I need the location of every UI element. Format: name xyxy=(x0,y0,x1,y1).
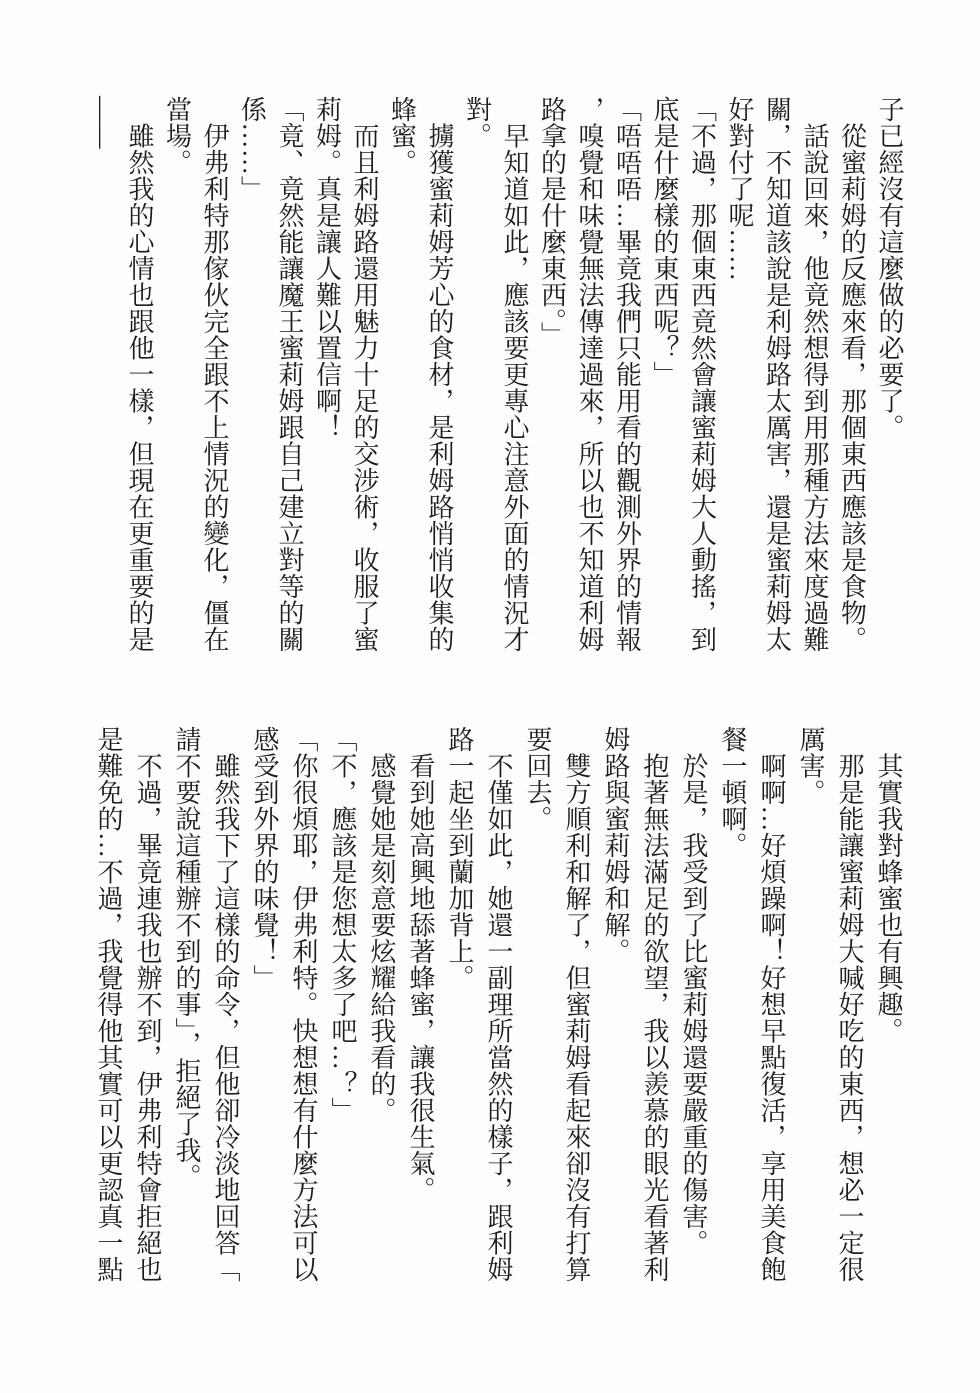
text-line: 其實我對蜂蜜也有興趣。 xyxy=(874,726,903,1044)
text-line: 從蜜莉姆的反應來看，那個東西應該是食物。 xyxy=(837,96,867,653)
bottom-text-block xyxy=(89,726,908,1288)
text-line: 雖然我下了這樣的命令，但他卻冷淡地回答「 xyxy=(211,726,240,1283)
text-line: 啊啊…好煩躁啊！好想早點復活，享用美食飽 xyxy=(757,726,786,1283)
text-line: 請不要說這種辦不到的事」，拒絕了我。 xyxy=(172,726,201,1190)
text-line: 「不過，那個東西竟然會讓蜜莉姆大人動搖，到 xyxy=(687,96,717,653)
text-line: ，嗅覺和味覺無法傳達過來，所以也不知道利姆 xyxy=(575,96,604,653)
text-line: 看到她高興地舔著蜂蜜，讓我很生氣。 xyxy=(406,726,435,1203)
text-line: 係……」 xyxy=(237,96,267,202)
text-line: 雖然我的心情也跟他一樣，但現在更重要的是 xyxy=(125,96,154,653)
text-line: 「不，應該是您想太多了吧…？」 xyxy=(328,726,357,1124)
text-line: 雙方順利和解了，但蜜莉姆看起來卻沒有打算 xyxy=(562,726,591,1283)
text-line: 感覺她是刻意要炫耀給我看的。 xyxy=(367,726,396,1124)
text-line: 話說回來，他竟然想得到用那種方法來度過難 xyxy=(800,96,829,653)
text-line: 那是能讓蜜莉姆大喊好吃的東西，想必一定很 xyxy=(835,726,864,1283)
text-line: 好對付了呢…… xyxy=(725,96,754,282)
text-line: 子已經沒有這麼做的必要了。 xyxy=(875,96,904,441)
text-line: 是難免的…不過，我覺得他其實可以更認真一點 xyxy=(94,726,123,1283)
text-line: 感受到外界的味覺！」 xyxy=(250,726,279,991)
text-line: 抱著無法滿足的欲望，我以羨慕的眼光看著利 xyxy=(640,726,669,1283)
text-line: 關，不知道該說是利姆路太厲害，還是蜜莉姆太 xyxy=(762,96,792,653)
text-line: 底是什麼樣的東西呢？」 xyxy=(650,96,679,388)
text-line: 早知道如此，應該要更專心注意外面的情況才 xyxy=(500,96,529,653)
text-line: 「竟、竟然能讓魔王蜜莉姆跟自己建立對等的關 xyxy=(275,96,304,653)
text-line: 「你很煩耶，伊弗利特。快想想有什麼方法可以 xyxy=(289,726,318,1283)
text-line: 餐一頓啊。 xyxy=(718,726,747,859)
text-line: 對。 xyxy=(462,96,492,149)
text-line: 厲害。 xyxy=(796,726,825,806)
text-line: 於是，我受到了比蜜莉姆還要嚴重的傷害。 xyxy=(679,726,708,1256)
text-line: 路一起坐到蘭加背上。 xyxy=(445,726,474,991)
text-line: 不過，畢竟連我也辦不到，伊弗利特會拒絕也 xyxy=(133,726,162,1283)
text-line: —— xyxy=(87,96,117,149)
text-line: 不僅如此，她還一副理所當然的樣子，跟利姆 xyxy=(484,726,513,1283)
text-line: 而且利姆路還用魅力十足的交涉術，收服了蜜 xyxy=(350,96,379,653)
text-line: 莉姆。真是讓人難以置信啊！ xyxy=(312,96,342,441)
text-line: 當場。 xyxy=(162,96,192,176)
text-line: 「唔唔唔…畢竟我們只能用看的觀測外界的情報 xyxy=(612,96,642,653)
text-line: 路拿的是什麼東西。」 xyxy=(537,96,567,348)
text-line: 蜂蜜。 xyxy=(387,96,417,176)
text-line: 伊弗利特那傢伙完全跟不上情況的變化，僵在 xyxy=(200,96,229,653)
top-text-block xyxy=(83,96,908,658)
text-line: 要回去。 xyxy=(523,726,552,832)
text-line: 姆路與蜜莉姆和解。 xyxy=(601,726,630,965)
text-line: 擄獲蜜莉姆芳心的食材，是利姆路悄悄收集的 xyxy=(425,96,454,653)
